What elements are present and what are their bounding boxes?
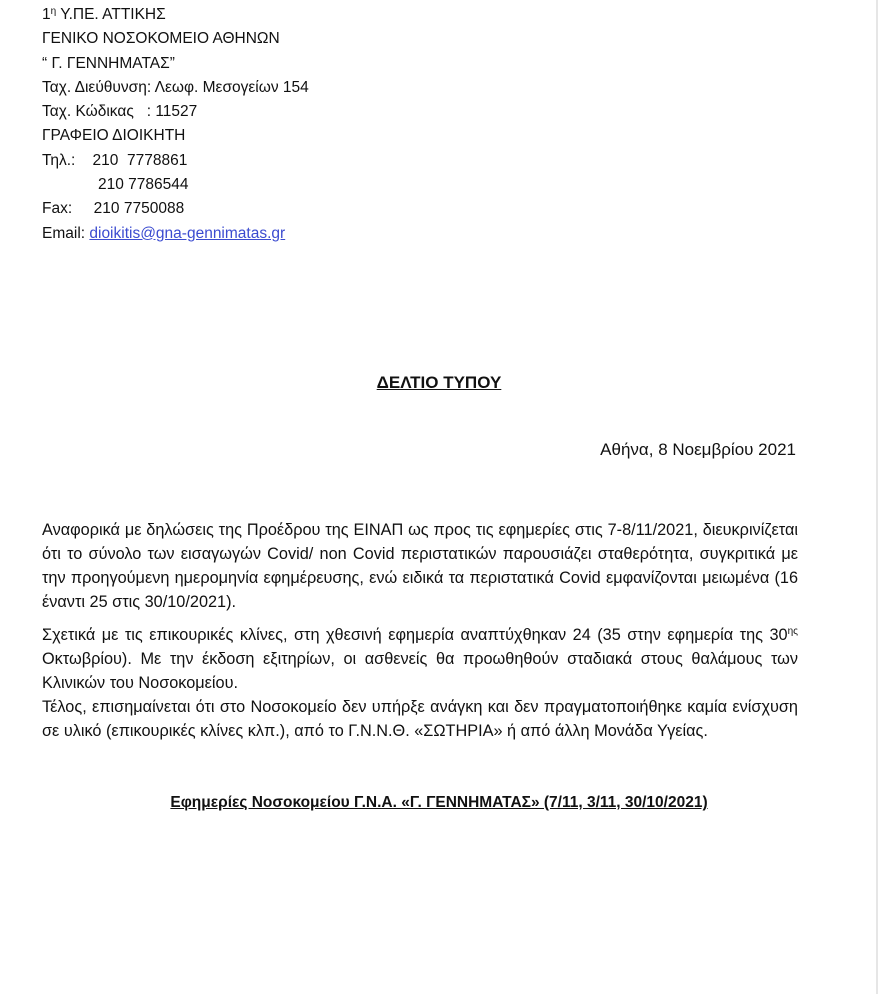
email-line	[42, 222, 309, 246]
authority-line	[42, 3, 309, 27]
fax-line: Fax: 210 7750088	[42, 200, 185, 218]
phone-line-2: 210 7786544	[42, 176, 189, 194]
authority-ordinal: η	[50, 6, 57, 17]
paragraph-2	[42, 623, 798, 695]
email-label: Email:	[42, 224, 90, 242]
paragraph-1: Αναφορικά με δηλώσεις της Προέδρου της ΕΙΝΑΠ ως προς τις εφημερίες στις 7-8/11/2021, διευκρινίζεται ότι το σύνολο των εισαγωγών Covid/ non Covid περιστατικών παρουσιάζει σταθερότητα, συγκριτικά με την προηγούμενη ημερομηνία εφημέρευσης, ενώ ειδικά τα περιστατικά Covid εμφανίζονται μειωμένα (16 έναντι 25 στις 30/10/2021).	[42, 521, 798, 611]
letterhead	[42, 3, 309, 246]
document-title: ΔΕΛΤΙΟ ΤΥΠΟΥ	[376, 373, 502, 392]
paragraph-3: Τέλος, επισημαίνεται ότι στο Νοσοκομείο δεν υπήρξε ανάγκη και δεν πραγματοποιήθηκε καμία ενίσχυση σε υλικό (επικουρικές κλίνες κλπ.), από το Γ.Ν.Ν.Θ. «ΣΩΤΗΡΙΑ» ή από άλλη Μονάδα Υγείας.	[42, 698, 798, 740]
paragraph-2-part-b: Οκτωβρίου). Με την έκδοση εξιτηρίων, οι ασθενείς θα προωθηθούν σταδιακά στους θαλάμους των Κλινικών του Νοσοκομείου.	[42, 650, 798, 692]
authority-name: Υ.ΠΕ. ΑΤΤΙΚΗΣ	[56, 6, 166, 23]
paragraph-2-ordinal: ης	[787, 626, 798, 637]
office-line: ΓΡΑΦΕΙΟ ΔΙΟΙΚΗΤΗ	[42, 127, 186, 145]
paragraph-2-part-a: Σχετικά με τις επικουρικές κλίνες, στη χθεσινή εφημερία αναπτύχθηκαν 24 (35 στην εφημερία της 30	[42, 626, 788, 644]
authority-number: 1	[42, 6, 51, 23]
paragraphs-2-3	[42, 623, 798, 743]
footer-title: Εφημερίες Νοσοκομείου Γ.Ν.Α. «Γ. ΓΕΝΝΗΜΑΤΑΣ» (7/11, 3/11, 30/10/2021)	[170, 794, 708, 811]
phone-line-1: Τηλ.: 210 7778861	[42, 151, 188, 169]
document-date: Αθήνα, 8 Νοεμβρίου 2021	[600, 440, 796, 459]
hospital-line: ΓΕΝΙΚΟ ΝΟΣΟΚΟΜΕΙΟ ΑΘΗΝΩΝ	[42, 30, 280, 48]
address-line: Ταχ. Διεύθυνση: Λεωφ. Μεσογείων 154	[42, 78, 309, 96]
postal-code-line: Ταχ. Κώδικας : 11527	[42, 103, 198, 121]
hospital-name-line: “ Γ. ΓΕΝΝΗΜΑΤΑΣ”	[42, 54, 175, 72]
email-link[interactable]: dioikitis@gna-gennimatas.gr	[89, 224, 286, 242]
